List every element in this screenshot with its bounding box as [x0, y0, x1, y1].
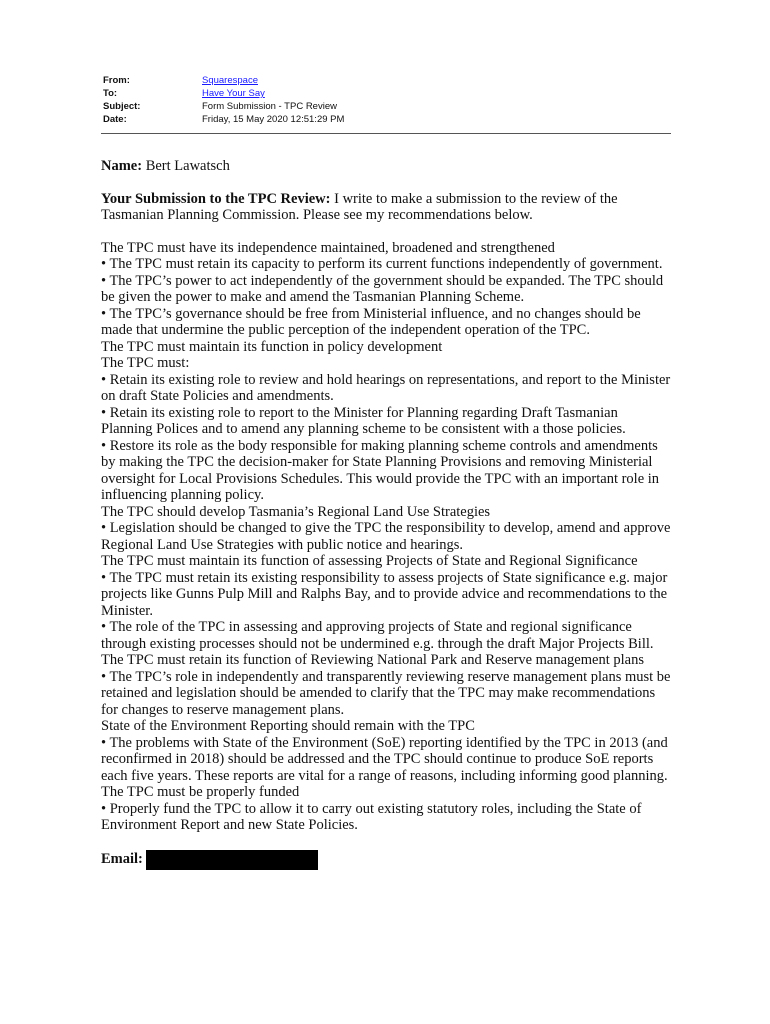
body-line: The TPC must maintain its function of assessing Projects of State and Regional Significance — [101, 553, 638, 569]
from-link[interactable]: Squarespace — [202, 75, 258, 86]
email-body — [101, 158, 671, 870]
to-label: To: — [103, 88, 118, 99]
body-line: The TPC must retain its function of Reviewing National Park and Reserve management plans — [101, 652, 644, 668]
name-line — [101, 158, 671, 175]
date-value: Friday, 15 May 2020 12:51:29 PM — [202, 114, 345, 125]
body-line: The TPC must: — [101, 355, 190, 371]
header-divider — [101, 133, 671, 134]
date-row — [103, 113, 668, 126]
to-link[interactable]: Have Your Say — [202, 88, 265, 99]
submission-intro — [101, 191, 671, 224]
date-label: Date: — [103, 114, 127, 125]
email-header — [103, 74, 668, 126]
from-row — [103, 74, 668, 87]
body-line: • The TPC must retain its existing responsibility to assess projects of State significance e.g. major projects like Gunns Pulp Mill and Ralphs Bay, and to provide advice and recommendations to the Minister. — [101, 569, 668, 619]
body-line: • Retain its existing role to report to the Minister for Planning regarding Draft Tasmanian Planning Polices and to amend any planning scheme to be consistent with a those policies. — [101, 404, 626, 437]
body-line: • Retain its existing role to review and hold hearings on representations, and report to the Minister on draft State Policies and amendments. — [101, 371, 671, 404]
subject-value: Form Submission - TPC Review — [202, 101, 337, 112]
body-line: • The TPC must retain its capacity to perform its current functions independently of government. — [101, 256, 663, 272]
name-label: Name: — [101, 158, 143, 174]
body-line: • Restore its role as the body responsible for making planning scheme controls and amendments by making the TPC the decision-maker for State Planning Provisions and removing Ministerial oversight for Local Provisions Schedules. This would provide the TPC with an important role in influencing planning policy. — [101, 437, 660, 503]
to-row — [103, 87, 668, 100]
email-line — [101, 850, 671, 870]
body-line: • Legislation should be changed to give the TPC the responsibility to develop, amend and approve Regional Land Use Strategies with public notice and hearings. — [101, 520, 671, 553]
subject-row — [103, 100, 668, 113]
body-line: The TPC must maintain its function in policy development — [101, 338, 443, 355]
body-line: • The TPC’s power to act independently of the government should be expanded. The TPC should be given the power to make and amend the Tasmanian Planning Scheme. — [101, 272, 664, 305]
submission-label: Your Submission to the TPC Review: — [101, 190, 331, 207]
submission-intro-text: I write to make a submission to the review of the Tasmanian Planning Commission. Please see my recommendations below. — [101, 190, 618, 223]
body-line: The TPC should develop Tasmania’s Regional Land Use Strategies — [101, 503, 491, 520]
body-line: The TPC must be properly funded — [101, 784, 300, 800]
subject-label: Subject: — [103, 101, 141, 112]
body-line: • The problems with State of the Environment (SoE) reporting identified by the TPC in 2013 (and reconfirmed in 2018) should be addressed and the TPC should continue to produce SoE reports each five years. These reports are vital for a range of reasons, including informing good planning. — [101, 734, 668, 784]
body-line: • The role of the TPC in assessing and approving projects of State and regional significance through existing processes should not be undermined e.g. through the draft Major Projects Bill. — [101, 619, 654, 652]
body-line: • The TPC’s role in independently and transparently reviewing reserve management plans must be retained and legislation should be amended to clarify that the TPC may make recommendations for changes to reserve management plans. — [101, 668, 671, 718]
redacted-email — [146, 850, 318, 870]
body-line: • The TPC’s governance should be free from Ministerial influence, and no changes should be made that undermine the public perception of the independent operation of the TPC. — [101, 305, 641, 338]
body-line: • Properly fund the TPC to allow it to carry out existing statutory roles, including the State of Environment Report and new State Policies. — [101, 800, 642, 833]
body-line: The TPC must have its independence maintained, broadened and strengthened — [101, 239, 555, 256]
name-value: Bert Lawatsch — [145, 158, 230, 174]
from-label: From: — [103, 75, 130, 86]
body-line: State of the Environment Reporting should remain with the TPC — [101, 718, 475, 734]
email-label: Email: — [101, 851, 143, 868]
